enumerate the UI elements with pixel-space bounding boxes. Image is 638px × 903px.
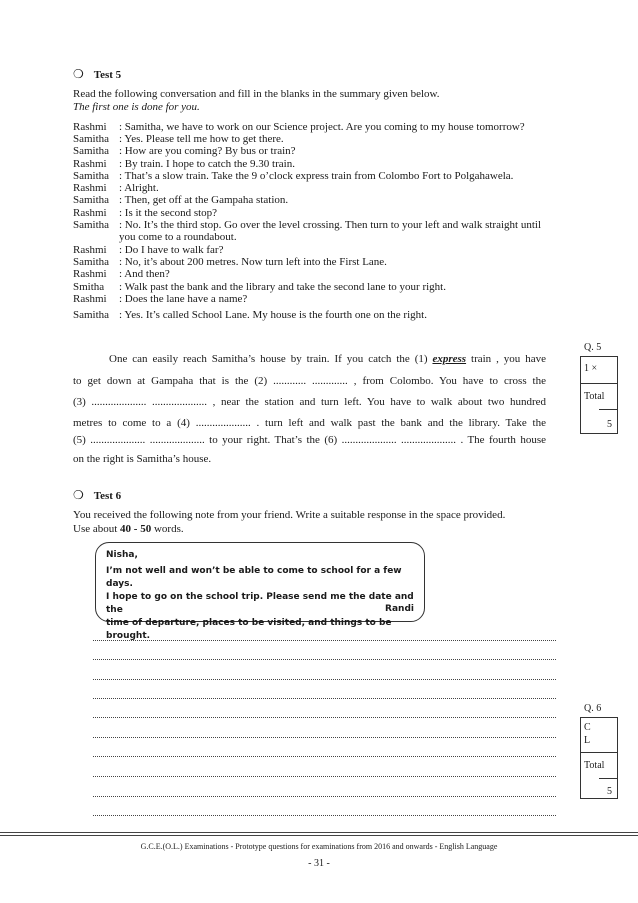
- test6-bullet-icon: ❍: [73, 488, 84, 502]
- dialogue-line: [73, 231, 237, 243]
- note-greeting: Nisha,: [106, 550, 138, 560]
- dialogue-text: : Alright.: [119, 182, 159, 194]
- answer-line[interactable]: [93, 698, 556, 699]
- dialogue-line: [73, 121, 525, 133]
- note-signature: Randi: [385, 604, 414, 614]
- dialogue-line: [73, 207, 218, 219]
- summary-line-1: [73, 352, 546, 366]
- summary-line-3: (3) .................... .................... , near the station and turn left. You have to walk about two hundred: [73, 396, 546, 408]
- dialogue-line: [73, 281, 446, 293]
- friend-note: [95, 542, 425, 641]
- test6-title: Test 6: [93, 490, 122, 502]
- test5-instruction: Read the following conversation and fill in the blanks in the summary given below.: [73, 88, 440, 100]
- q6-l: L: [584, 735, 591, 746]
- q5-label: Q. 5: [584, 342, 602, 353]
- dialogue-text: : Then, get off at the Gampaha station.: [119, 194, 289, 206]
- footer-rule: [0, 835, 638, 836]
- dialogue-text: : By train. I hope to catch the 9.30 train.: [119, 158, 295, 170]
- answer-line[interactable]: [93, 640, 556, 641]
- q6-total-line: [599, 778, 617, 779]
- note-line-3: time of departure, places to be visited, and things to be brought.: [106, 618, 392, 641]
- dialogue-text: : No, it’s about 200 metres. Now turn left into the First Lane.: [119, 256, 387, 268]
- q5-divider: [581, 383, 617, 384]
- answer-line[interactable]: [93, 776, 556, 777]
- speaker-name: Rashmi: [73, 268, 107, 280]
- note-line-2: I hope to go on the school trip. Please send me the date and the: [106, 592, 414, 615]
- summary-line-1a: One can easily reach Samitha’s house by train. If you catch the (1): [109, 353, 428, 365]
- speaker-name: Samitha: [73, 219, 110, 231]
- dialogue-text: : And then?: [119, 268, 170, 280]
- dialogue-line: [73, 182, 159, 194]
- speaker-name: Rashmi: [73, 207, 107, 219]
- word-range: 40 - 50: [120, 523, 152, 535]
- summary-line-4: metres to come to a (4) .................... . turn left and walk past the bank and the library. Take the: [73, 417, 546, 429]
- q6-label: Q. 6: [584, 703, 602, 714]
- q5-total-line: [599, 409, 617, 410]
- test6-word-count: [73, 522, 184, 536]
- dialogue-text: : Is it the second stop?: [119, 207, 218, 219]
- page-number: - 31 -: [308, 858, 330, 869]
- q5-mark-box: [580, 356, 618, 434]
- answer-line[interactable]: [93, 737, 556, 738]
- speaker-name: Samitha: [73, 133, 110, 145]
- note-line-1: I’m not well and won’t be able to come to school for a few days.: [106, 566, 402, 589]
- speaker-name: Samitha: [73, 145, 110, 157]
- answer-line[interactable]: [93, 717, 556, 718]
- dialogue-line: [73, 256, 387, 268]
- q6-mark-box: [580, 717, 618, 799]
- dialogue-text: you come to a roundabout.: [119, 231, 237, 243]
- speaker-name: Samitha: [73, 194, 110, 206]
- summary-line-6: on the right is Samitha’s house.: [73, 453, 212, 465]
- answer-line[interactable]: [93, 756, 556, 757]
- use-suffix: words.: [151, 523, 184, 535]
- q5-max: 5: [607, 419, 612, 430]
- test5-title: Test 5: [93, 69, 122, 81]
- dialogue-text: : That’s a slow train. Take the 9 o’clock express train from Colombo Fort to Polgahawela.: [119, 170, 514, 182]
- dialogue-text: : Yes. It’s called School Lane. My house is the fourth one on the right.: [119, 309, 427, 321]
- test6-heading: [73, 488, 121, 503]
- speaker-name: Samitha: [73, 256, 110, 268]
- dialogue-line: [73, 170, 514, 182]
- footer-rule: [0, 832, 638, 833]
- answer-line[interactable]: [93, 659, 556, 660]
- speaker-name: Rashmi: [73, 244, 107, 256]
- conversation: [73, 121, 553, 331]
- dialogue-line: [73, 158, 295, 170]
- summary-line-5: (5) .................... .................... to your right. That’s the (6) .................... .................... . The fourth house: [73, 434, 546, 446]
- answer-line[interactable]: [93, 679, 556, 680]
- summary-line-2: to get down at Gampaha that is the (2) ............ ............. , from Colombo. You have to cross the: [73, 375, 546, 387]
- q6-c: C: [584, 722, 591, 733]
- answer-line[interactable]: [93, 796, 556, 797]
- answer-1: express: [432, 353, 467, 365]
- answer-line[interactable]: [93, 815, 556, 816]
- footer-text: G.C.E.(O.L.) Examinations - Prototype questions for examinations from 2016 and onwards - English Language: [140, 842, 498, 851]
- dialogue-text: : Does the lane have a name?: [119, 293, 248, 305]
- speaker-name: Rashmi: [73, 121, 107, 133]
- dialogue-line: [73, 293, 248, 305]
- q5-mark: 1 ×: [584, 363, 598, 374]
- speaker-name: Rashmi: [73, 182, 107, 194]
- test5-heading: [73, 67, 121, 82]
- q6-divider: [581, 752, 617, 753]
- dialogue-text: : Do I have to walk far?: [119, 244, 224, 256]
- speaker-name: Samitha: [73, 170, 110, 182]
- test5-note: The first one is done for you.: [73, 101, 200, 113]
- q6-total-label: Total: [584, 760, 605, 771]
- dialogue-text: : How are you coming? By bus or train?: [119, 145, 296, 157]
- q5-total-label: Total: [584, 391, 605, 402]
- dialogue-line: [73, 145, 296, 157]
- q6-max: 5: [607, 786, 612, 797]
- dialogue-line: [73, 309, 427, 321]
- test6-instruction: You received the following note from your friend. Write a suitable response in the space provided.: [73, 509, 506, 521]
- dialogue-line: [73, 133, 284, 145]
- summary-line-1b: train , you have: [471, 353, 546, 365]
- test5-bullet-icon: ❍: [73, 67, 84, 81]
- dialogue-line: [73, 219, 542, 231]
- dialogue-text: : Walk past the bank and the library and take the second lane to your right.: [119, 281, 446, 293]
- dialogue-line: [73, 268, 170, 280]
- dialogue-line: [73, 244, 224, 256]
- use-prefix: Use about: [73, 523, 121, 535]
- speaker-name: Rashmi: [73, 158, 107, 170]
- speaker-name: Rashmi: [73, 293, 107, 305]
- dialogue-text: : No. It’s the third stop. Go over the level crossing. Then turn to your left and walk straight until: [119, 219, 542, 231]
- speaker-name: Samitha: [73, 309, 110, 321]
- dialogue-line: [73, 194, 289, 206]
- dialogue-text: : Samitha, we have to work on our Science project. Are you coming to my house tomorrow?: [119, 121, 525, 133]
- speaker-name: Smitha: [73, 281, 105, 293]
- dialogue-text: : Yes. Please tell me how to get there.: [119, 133, 284, 145]
